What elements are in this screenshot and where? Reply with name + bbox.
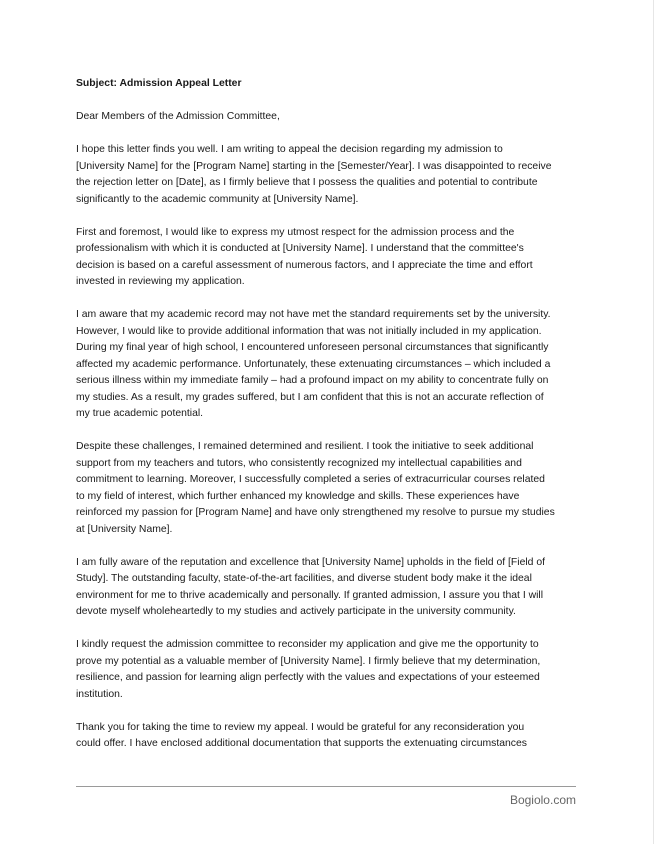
paragraph-line: Study]. The outstanding faculty, state-of-the-art facilities, and diverse student body make it the ideal [76, 573, 532, 584]
letter-paragraph-1 [76, 142, 576, 208]
letter-paragraph-4 [76, 439, 576, 538]
letter-paragraph-3 [76, 307, 576, 423]
paragraph-line: invested in reviewing my application. [76, 276, 245, 287]
paragraph-line: Thank you for taking the time to review my appeal. I would be grateful for any reconsideration you [76, 721, 525, 733]
paragraph-line: However, I would like to provide additional information that was not initially included in my application. [76, 325, 542, 337]
paragraph-line: affected my academic performance. Unfortunately, these extenuating circumstances – which included a [76, 358, 551, 370]
paragraph-line: I hope this letter finds you well. I am writing to appeal the decision regarding my admission to [76, 144, 503, 155]
paragraph-line: support from my teachers and tutors, who consistently recognized my intellectual capabilities and [76, 457, 522, 469]
letter-paragraph-2 [76, 225, 576, 291]
paragraph-line: serious illness within my immediate family – had a profound impact on my ability to concentrate fully on [76, 375, 549, 386]
paragraph-line: Despite these challenges, I remained determined and resilient. I took the initiative to seek additional [76, 441, 534, 452]
paragraph-line: [University Name] for the [Program Name] starting in the [Semester/Year]. I was disappointed to receive [76, 160, 552, 172]
paragraph-line: at [University Name]. [76, 523, 173, 535]
paragraph-line: reinforced my passion for [Program Name] and have only strengthened my resolve to pursue my studies [76, 507, 555, 518]
paragraph-line: During my final year of high school, I encountered unforeseen personal circumstances that significantly [76, 342, 549, 353]
paragraph-line: my true academic potential. [76, 408, 204, 419]
paragraph-line: could offer. I have enclosed additional documentation that supports the extenuating circumstances [76, 738, 527, 749]
paragraph-line: decision is based on a careful assessment of numerous factors, and I appreciate the time and effort [76, 259, 533, 271]
paragraph-line: to my field of interest, which further enhanced my knowledge and skills. These experiences have [76, 490, 520, 502]
letter-paragraph-5 [76, 555, 576, 621]
paragraph-line: First and foremost, I would like to express my utmost respect for the admission process and the [76, 226, 515, 238]
letter-paragraph-6 [76, 637, 576, 703]
paragraph-line: prove my potential as a valuable member of [University Name]. I firmly believe that my determination, [76, 655, 541, 667]
paragraph-line: institution. [76, 688, 123, 700]
paragraph-line: my studies. As a result, my grades suffered, but I am confident that this is not an accurate reflection of [76, 391, 544, 403]
paragraph-line: I kindly request the admission committee to reconsider my application and give me the opportunity to [76, 639, 539, 650]
paragraph-line: professionalism with which it is conducted at [University Name]. I understand that the committee's [76, 243, 524, 254]
footer-divider [76, 786, 576, 787]
paragraph-line: the rejection letter on [Date], as I firmly believe that I possess the qualities and potential to contribute [76, 177, 538, 188]
paragraph-line: commitment to learning. Moreover, I successfully completed a series of extracurricular courses related [76, 474, 545, 485]
paragraph-line: significantly to the academic community at [University Name]. [76, 193, 359, 205]
paragraph-line: devote myself wholeheartedly to my studies and actively participate in the university community. [76, 606, 516, 617]
letter-paragraph-7 [76, 720, 576, 753]
letter-body [76, 76, 576, 769]
paragraph-line: resilience, and passion for learning align perfectly with the values and expectations of your esteemed [76, 672, 540, 683]
paragraph-line: I am aware that my academic record may not have met the standard requirements set by the university. [76, 309, 551, 320]
paragraph-line: environment for me to thrive academically and personally. If granted admission, I assure you that I will [76, 589, 544, 601]
footer-brand: Bogiolo.com [509, 793, 576, 807]
letter-subject: Subject: Admission Appeal Letter [76, 78, 242, 89]
paragraph-line: I am fully aware of the reputation and excellence that [University Name] upholds in the field of [Field of [76, 556, 545, 568]
letter-salutation: Dear Members of the Admission Committee, [76, 111, 280, 122]
